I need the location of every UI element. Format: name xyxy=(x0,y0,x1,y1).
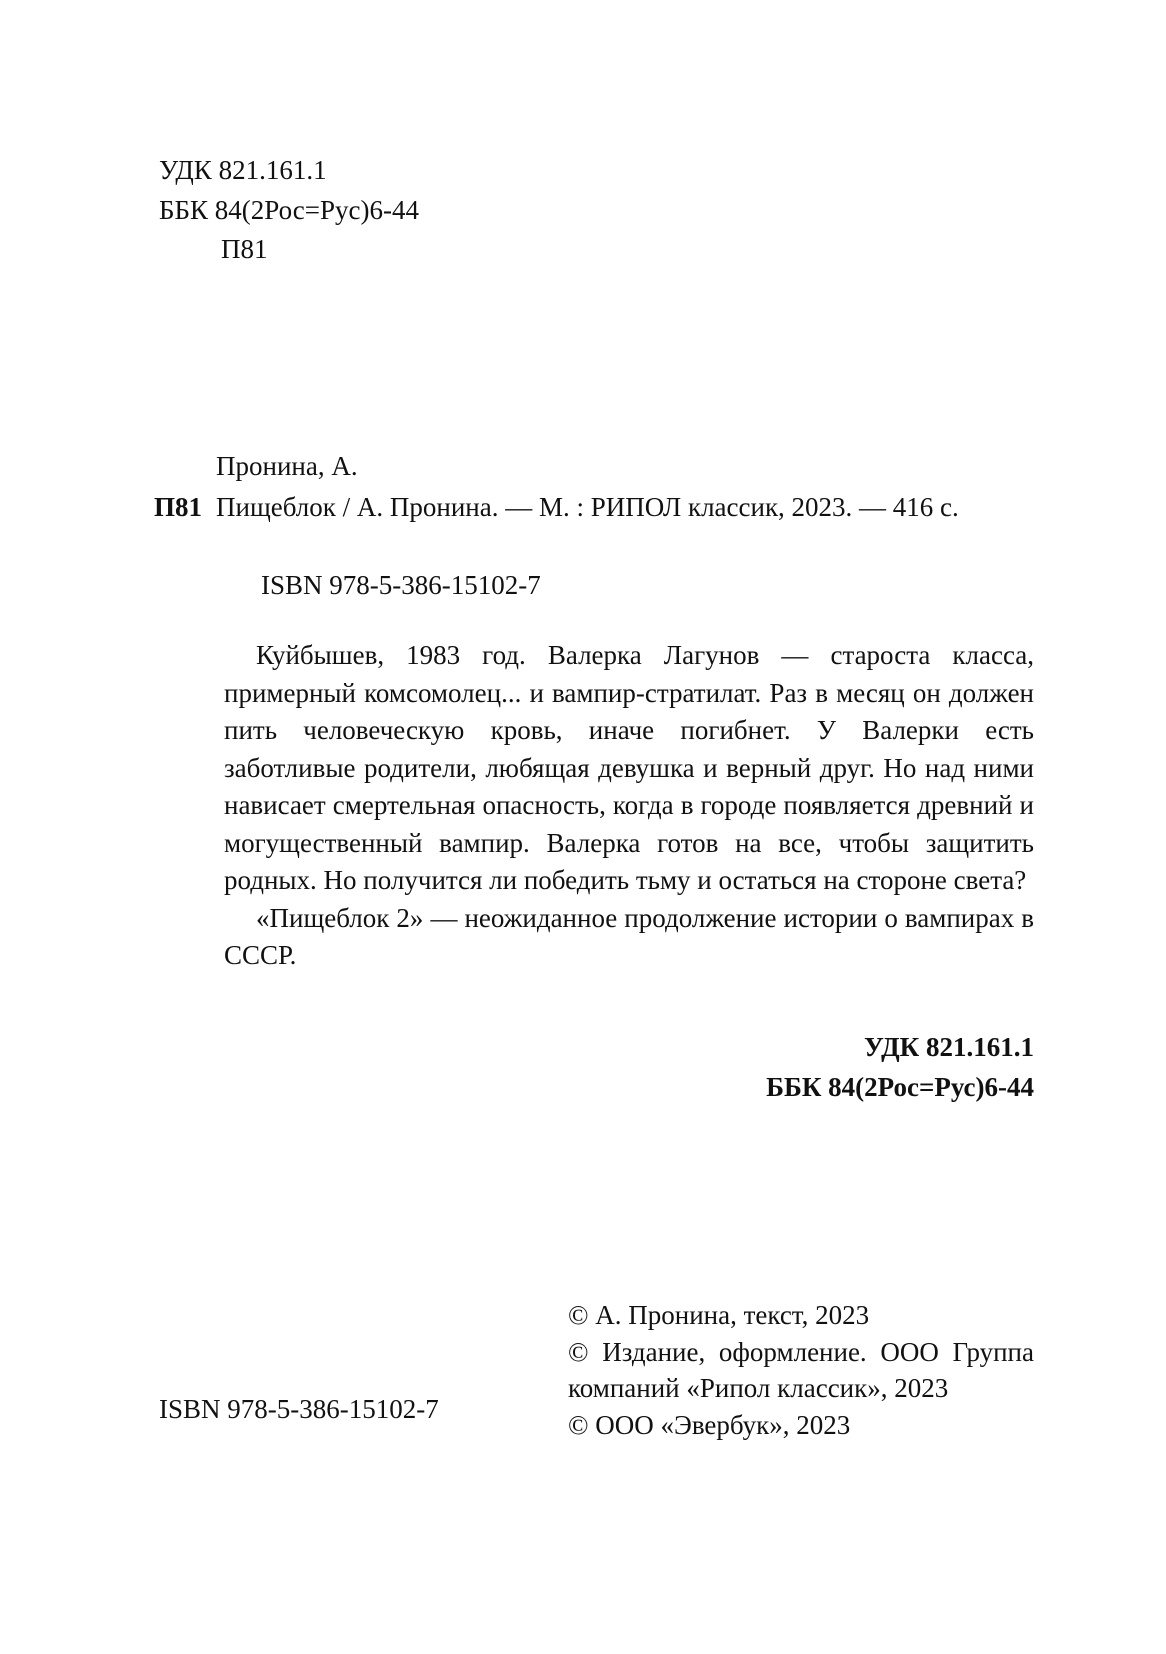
record-author-mark: П81 xyxy=(154,492,203,522)
record-isbn: ISBN 978-5-386-15102-7 xyxy=(261,570,541,600)
annotation xyxy=(224,637,1034,975)
copyright-line: © ООО «Эвербук», 2023 xyxy=(568,1409,851,1440)
bbk-code-top: ББК 84(2Рос=Рус)6-44 xyxy=(159,195,419,225)
copyright-line: © А. Пронина, текст, 2023 xyxy=(568,1300,870,1330)
record-description: Пищеблок / А. Пронина. — М. : РИПОЛ классик, 2023. — 416 с. xyxy=(216,492,959,522)
author-mark-top: П81 xyxy=(221,234,268,264)
record-author: Пронина, А. xyxy=(216,451,358,481)
annotation-paragraph: «Пищеблок 2» — неожиданное продолжение истории о вампирах в СССР. xyxy=(224,902,1034,970)
copyright-line: © Издание, оформление. ООО Группа xyxy=(568,1336,1034,1367)
isbn-bottom: ISBN 978-5-386-15102-7 xyxy=(159,1394,439,1424)
udk-code-bottom: УДК 821.161.1 xyxy=(864,1032,1034,1062)
annotation-paragraph: Куйбышев, 1983 год. Валерка Лагунов — староста класса, примерный комсомолец... и вампир-стратилат. Раз в месяц он должен пить человеческую кровь, иначе погибнет. У Валерки есть заботливые родители, любящая девушка и верный друг. Но над ними нависает смертельная опасность, когда в городе появляется древний и могущественный вампир. Валерка готов на все, чтобы защитить родных. Но получится ли победить тьму и остаться на стороне света? xyxy=(224,640,1034,895)
copyright-block xyxy=(568,1297,1034,1443)
udk-code-top: УДК 821.161.1 xyxy=(159,155,327,185)
copyright-line: компаний «Рипол классик», 2023 xyxy=(568,1373,949,1403)
bbk-code-bottom: ББК 84(2Рос=Рус)6-44 xyxy=(766,1072,1034,1102)
